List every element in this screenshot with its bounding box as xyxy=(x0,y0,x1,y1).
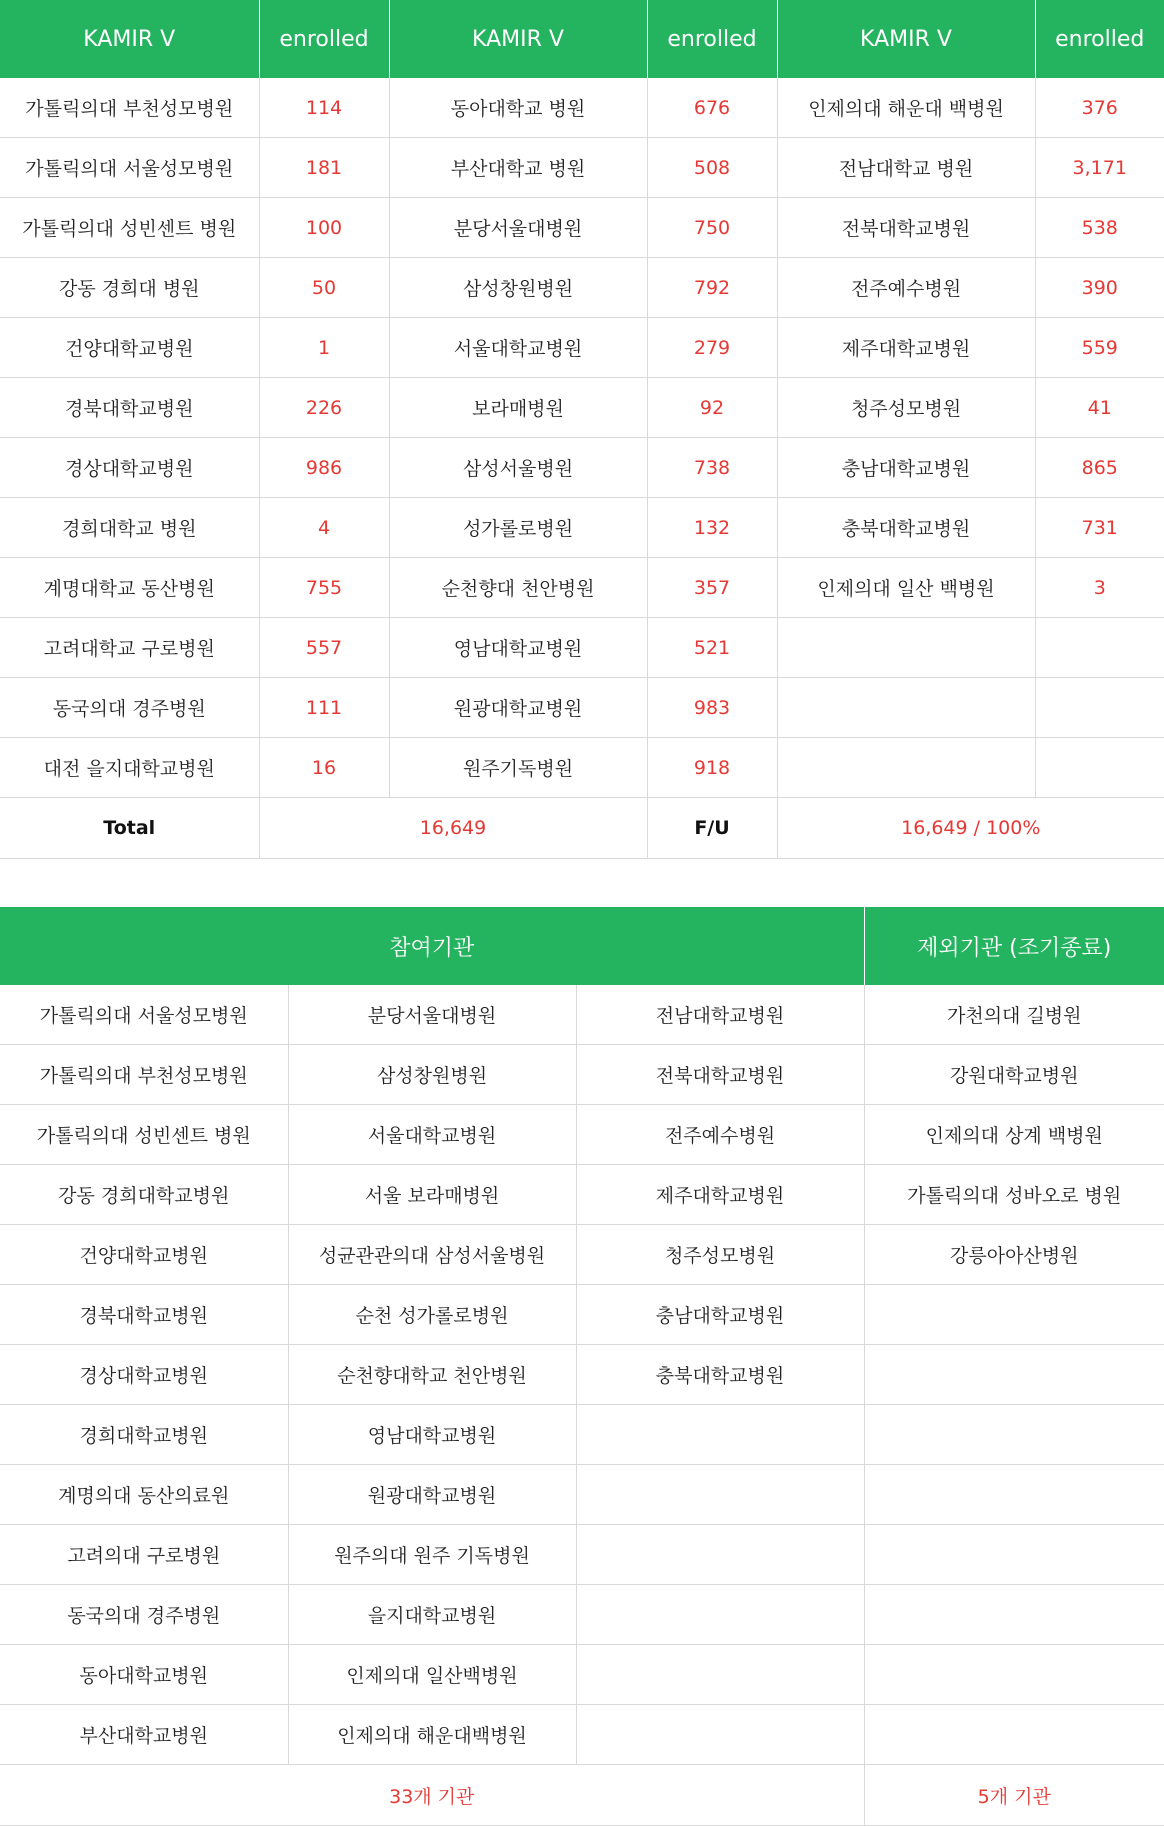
hospital-name: 삼성창원병원 xyxy=(389,258,647,318)
enrolled-count: 1 xyxy=(259,318,389,378)
participating-institution: 제주대학교병원 xyxy=(576,1165,864,1225)
institution-header-row xyxy=(0,907,1164,985)
participating-institution: 원광대학교병원 xyxy=(288,1465,576,1525)
excluded-institution xyxy=(864,1285,1164,1345)
participating-institution: 가톨릭의대 서울성모병원 xyxy=(0,985,288,1045)
table-row xyxy=(0,678,1164,738)
excluded-institution xyxy=(864,1645,1164,1705)
hospital-name: 건양대학교병원 xyxy=(0,318,259,378)
participating-institution: 가톨릭의대 성빈센트 병원 xyxy=(0,1105,288,1165)
table-row xyxy=(0,1285,1164,1345)
table-row xyxy=(0,1045,1164,1105)
excluded-institution: 강릉아아산병원 xyxy=(864,1225,1164,1285)
excluded-institution xyxy=(864,1705,1164,1765)
participating-institution xyxy=(576,1585,864,1645)
enrolled-count: 986 xyxy=(259,438,389,498)
fu-value: 16,649 / 100% xyxy=(777,798,1164,859)
hospital-name: 동아대학교 병원 xyxy=(389,78,647,138)
hospital-name: 분당서울대병원 xyxy=(389,198,647,258)
table-row xyxy=(0,78,1164,138)
fu-label: F/U xyxy=(647,798,777,859)
table-row xyxy=(0,498,1164,558)
enrolled-count: 738 xyxy=(647,438,777,498)
hospital-name: 보라매병원 xyxy=(389,378,647,438)
participating-institution: 계명의대 동산의료원 xyxy=(0,1465,288,1525)
hospital-name: 대전 을지대학교병원 xyxy=(0,738,259,798)
enrolled-count: 750 xyxy=(647,198,777,258)
table-row xyxy=(0,1105,1164,1165)
enrolled-count: 16 xyxy=(259,738,389,798)
participating-institution: 인제의대 일산백병원 xyxy=(288,1645,576,1705)
participating-institution: 동국의대 경주병원 xyxy=(0,1585,288,1645)
enrolled-count: 755 xyxy=(259,558,389,618)
hospital-name: 원주기독병원 xyxy=(389,738,647,798)
header-kamir-3: KAMIR V xyxy=(777,0,1035,78)
participating-institution: 원주의대 원주 기독병원 xyxy=(288,1525,576,1585)
excluded-institution: 강원대학교병원 xyxy=(864,1045,1164,1105)
participating-institution: 고려의대 구로병원 xyxy=(0,1525,288,1585)
enrolled-count: 111 xyxy=(259,678,389,738)
hospital-name: 가톨릭의대 서울성모병원 xyxy=(0,138,259,198)
header-enrolled-2: enrolled xyxy=(647,0,777,78)
participating-institution: 서울 보라매병원 xyxy=(288,1165,576,1225)
enrolled-count xyxy=(1035,738,1164,798)
hospital-name: 동국의대 경주병원 xyxy=(0,678,259,738)
table-row xyxy=(0,1705,1164,1765)
table-row xyxy=(0,198,1164,258)
header-enrolled-3: enrolled xyxy=(1035,0,1164,78)
participating-institution: 건양대학교병원 xyxy=(0,1225,288,1285)
header-excluded: 제외기관 (조기종료) xyxy=(864,907,1164,985)
enrolled-count xyxy=(1035,678,1164,738)
enrolled-count: 521 xyxy=(647,618,777,678)
hospital-name: 성가롤로병원 xyxy=(389,498,647,558)
participating-institution: 순천 성가롤로병원 xyxy=(288,1285,576,1345)
header-kamir-1: KAMIR V xyxy=(0,0,259,78)
hospital-name: 충북대학교병원 xyxy=(777,498,1035,558)
header-enrolled-1: enrolled xyxy=(259,0,389,78)
participating-institution: 영남대학교병원 xyxy=(288,1405,576,1465)
hospital-name: 원광대학교병원 xyxy=(389,678,647,738)
participating-institution: 충남대학교병원 xyxy=(576,1285,864,1345)
enrolled-count: 390 xyxy=(1035,258,1164,318)
participating-institution: 전북대학교병원 xyxy=(576,1045,864,1105)
participating-institution: 청주성모병원 xyxy=(576,1225,864,1285)
hospital-name: 부산대학교 병원 xyxy=(389,138,647,198)
table-row xyxy=(0,985,1164,1045)
total-label: Total xyxy=(0,798,259,859)
institution-table xyxy=(0,907,1164,1826)
enrollment-table xyxy=(0,0,1164,859)
participating-institution xyxy=(576,1405,864,1465)
header-kamir-2: KAMIR V xyxy=(389,0,647,78)
excluded-institution xyxy=(864,1345,1164,1405)
table-row xyxy=(0,1645,1164,1705)
table-row xyxy=(0,1525,1164,1585)
hospital-name xyxy=(777,738,1035,798)
hospital-name: 전남대학교 병원 xyxy=(777,138,1035,198)
table-row xyxy=(0,318,1164,378)
table-row xyxy=(0,258,1164,318)
table-row xyxy=(0,378,1164,438)
hospital-name: 인제의대 일산 백병원 xyxy=(777,558,1035,618)
enrolled-count: 918 xyxy=(647,738,777,798)
excluded-institution xyxy=(864,1465,1164,1525)
enrolled-count: 508 xyxy=(647,138,777,198)
participating-institution: 분당서울대병원 xyxy=(288,985,576,1045)
participating-institution: 가톨릭의대 부천성모병원 xyxy=(0,1045,288,1105)
total-row xyxy=(0,798,1164,859)
enrolled-count: 50 xyxy=(259,258,389,318)
participating-institution: 동아대학교병원 xyxy=(0,1645,288,1705)
participating-institution: 부산대학교병원 xyxy=(0,1705,288,1765)
participating-institution: 서울대학교병원 xyxy=(288,1105,576,1165)
hospital-name: 인제의대 해운대 백병원 xyxy=(777,78,1035,138)
hospital-name: 제주대학교병원 xyxy=(777,318,1035,378)
enrolled-count: 3,171 xyxy=(1035,138,1164,198)
table-row xyxy=(0,438,1164,498)
enrolled-count: 376 xyxy=(1035,78,1164,138)
participating-institution xyxy=(576,1525,864,1585)
hospital-name: 경상대학교병원 xyxy=(0,438,259,498)
participating-institution: 전주예수병원 xyxy=(576,1105,864,1165)
participating-institution: 순천향대학교 천안병원 xyxy=(288,1345,576,1405)
count-row xyxy=(0,1765,1164,1826)
table-row xyxy=(0,1585,1164,1645)
excluded-institution: 가톨릭의대 성바오로 병원 xyxy=(864,1165,1164,1225)
participating-institution: 인제의대 해운대백병원 xyxy=(288,1705,576,1765)
enrolled-count xyxy=(1035,618,1164,678)
enrolled-count: 865 xyxy=(1035,438,1164,498)
hospital-name: 삼성서울병원 xyxy=(389,438,647,498)
table-row xyxy=(0,1405,1164,1465)
table-row xyxy=(0,558,1164,618)
participating-institution: 을지대학교병원 xyxy=(288,1585,576,1645)
hospital-name xyxy=(777,678,1035,738)
enrolled-count: 4 xyxy=(259,498,389,558)
hospital-name: 강동 경희대 병원 xyxy=(0,258,259,318)
hospital-name: 영남대학교병원 xyxy=(389,618,647,678)
hospital-name: 가톨릭의대 성빈센트 병원 xyxy=(0,198,259,258)
participating-institution: 삼성창원병원 xyxy=(288,1045,576,1105)
participating-institution xyxy=(576,1645,864,1705)
header-participating: 참여기관 xyxy=(0,907,864,985)
table-row xyxy=(0,138,1164,198)
enrolled-count: 132 xyxy=(647,498,777,558)
enrolled-count: 100 xyxy=(259,198,389,258)
participating-institution xyxy=(576,1465,864,1525)
hospital-name: 전주예수병원 xyxy=(777,258,1035,318)
table-row xyxy=(0,738,1164,798)
enrolled-count: 41 xyxy=(1035,378,1164,438)
participating-institution xyxy=(576,1705,864,1765)
enrolled-count: 181 xyxy=(259,138,389,198)
enrolled-count: 538 xyxy=(1035,198,1164,258)
table-row xyxy=(0,618,1164,678)
enrolled-count: 557 xyxy=(259,618,389,678)
hospital-name: 충남대학교병원 xyxy=(777,438,1035,498)
enrolled-count: 114 xyxy=(259,78,389,138)
table-row xyxy=(0,1465,1164,1525)
enrolled-count: 3 xyxy=(1035,558,1164,618)
table-row xyxy=(0,1165,1164,1225)
hospital-name: 가톨릭의대 부천성모병원 xyxy=(0,78,259,138)
participating-institution: 전남대학교병원 xyxy=(576,985,864,1045)
enrollment-header-row xyxy=(0,0,1164,78)
enrolled-count: 559 xyxy=(1035,318,1164,378)
enrolled-count: 983 xyxy=(647,678,777,738)
table-row xyxy=(0,1225,1164,1285)
hospital-name: 청주성모병원 xyxy=(777,378,1035,438)
participating-count: 33개 기관 xyxy=(0,1765,864,1826)
participating-institution: 경희대학교병원 xyxy=(0,1405,288,1465)
table-row xyxy=(0,1345,1164,1405)
hospital-name: 순천향대 천안병원 xyxy=(389,558,647,618)
excluded-institution: 인제의대 상계 백병원 xyxy=(864,1105,1164,1165)
excluded-institution xyxy=(864,1585,1164,1645)
participating-institution: 성균관관의대 삼성서울병원 xyxy=(288,1225,576,1285)
hospital-name: 고려대학교 구로병원 xyxy=(0,618,259,678)
hospital-name: 서울대학교병원 xyxy=(389,318,647,378)
excluded-institution: 가천의대 길병원 xyxy=(864,985,1164,1045)
enrolled-count: 92 xyxy=(647,378,777,438)
hospital-name xyxy=(777,618,1035,678)
enrolled-count: 279 xyxy=(647,318,777,378)
hospital-name: 경희대학교 병원 xyxy=(0,498,259,558)
participating-institution: 경북대학교병원 xyxy=(0,1285,288,1345)
participating-institution: 경상대학교병원 xyxy=(0,1345,288,1405)
excluded-count: 5개 기관 xyxy=(864,1765,1164,1826)
hospital-name: 경북대학교병원 xyxy=(0,378,259,438)
excluded-institution xyxy=(864,1525,1164,1585)
enrolled-count: 792 xyxy=(647,258,777,318)
hospital-name: 계명대학교 동산병원 xyxy=(0,558,259,618)
participating-institution: 강동 경희대학교병원 xyxy=(0,1165,288,1225)
enrolled-count: 226 xyxy=(259,378,389,438)
enrolled-count: 731 xyxy=(1035,498,1164,558)
enrolled-count: 676 xyxy=(647,78,777,138)
enrolled-count: 357 xyxy=(647,558,777,618)
total-value: 16,649 xyxy=(259,798,647,859)
participating-institution: 충북대학교병원 xyxy=(576,1345,864,1405)
excluded-institution xyxy=(864,1405,1164,1465)
hospital-name: 전북대학교병원 xyxy=(777,198,1035,258)
